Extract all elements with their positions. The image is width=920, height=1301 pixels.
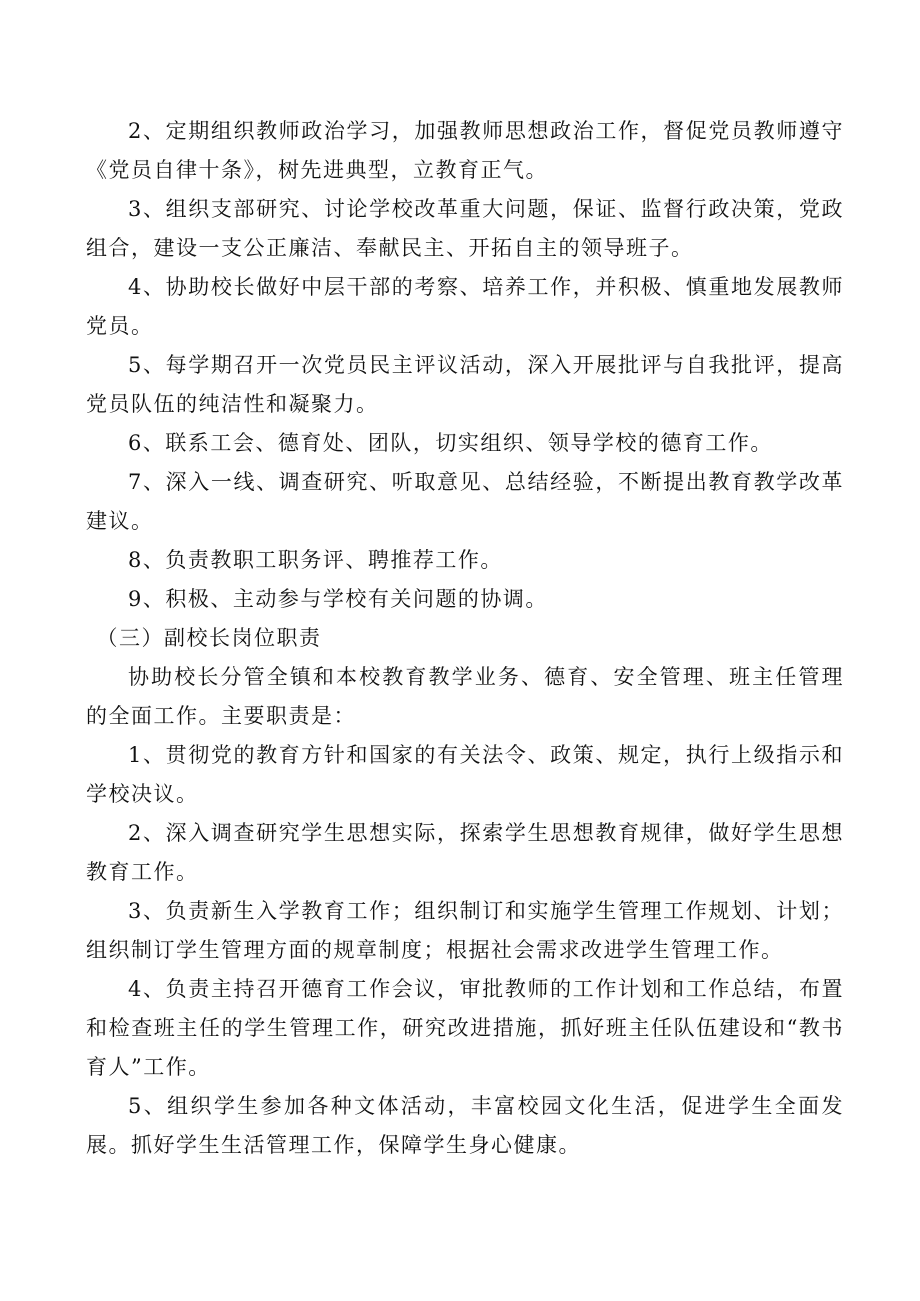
paragraph-item-8: 8、负责教职工职务评、聘推荐工作。 — [128, 548, 503, 572]
section-item-1: 1、贯彻党的教育方针和国家的有关法令、政策、规定，执行上级指示和学校决议。 — [86, 743, 844, 806]
paragraph-item-2: 2、定期组织教师政治学习，加强教师思想政治工作，督促党员教师遵守《党员自律十条》，树先进典型，立教育正气。 — [86, 119, 844, 182]
paragraph-item-3: 3、组织支部研究、讨论学校改革重大问题，保证、监督行政决策，党政组合，建设一支公正廉洁、奉献民主、开拓自主的领导班子。 — [86, 197, 844, 260]
section-item-2: 2、深入调查研究学生思想实际，探索学生思想教育规律，做好学生思想教育工作。 — [86, 821, 844, 884]
paragraph-item-4: 4、协助校长做好中层干部的考察、培养工作，并积极、慎重地发展教师党员。 — [86, 275, 844, 338]
paragraph-item-9: 9、积极、主动参与学校有关问题的协调。 — [128, 587, 548, 611]
section-item-3: 3、负责新生入学教育工作；组织制订和实施学生管理工作规划、计划；组织制订学生管理方面的规章制度；根据社会需求改进学生管理工作。 — [86, 899, 844, 962]
paragraph-item-7: 7、深入一线、调查研究、听取意见、总结经验，不断提出教育教学改革建议。 — [86, 470, 844, 533]
section-heading: （三）副校长岗位职责 — [96, 626, 322, 650]
section-item-5: 5、组织学生参加各种文体活动，丰富校园文化生活，促进学生全面发展。抓好学生生活管理工作，保障学生身心健康。 — [86, 1094, 844, 1157]
paragraph-item-6: 6、联系工会、德育处、团队，切实组织、领导学校的德育工作。 — [128, 431, 773, 455]
section-item-4: 4、负责主持召开德育工作会议，审批教师的工作计划和工作总结，布置和检查班主任的学生管理工作，研究改进措施，抓好班主任队伍建设和“教书育人”工作。 — [86, 977, 844, 1079]
section-intro-paragraph: 协助校长分管全镇和本校教育教学业务、德育、安全管理、班主任管理的全面工作。主要职责是： — [86, 665, 844, 728]
document-body — [86, 112, 844, 1165]
paragraph-item-5: 5、每学期召开一次党员民主评议活动，深入开展批评与自我批评，提高党员队伍的纯洁性和凝聚力。 — [86, 353, 844, 416]
